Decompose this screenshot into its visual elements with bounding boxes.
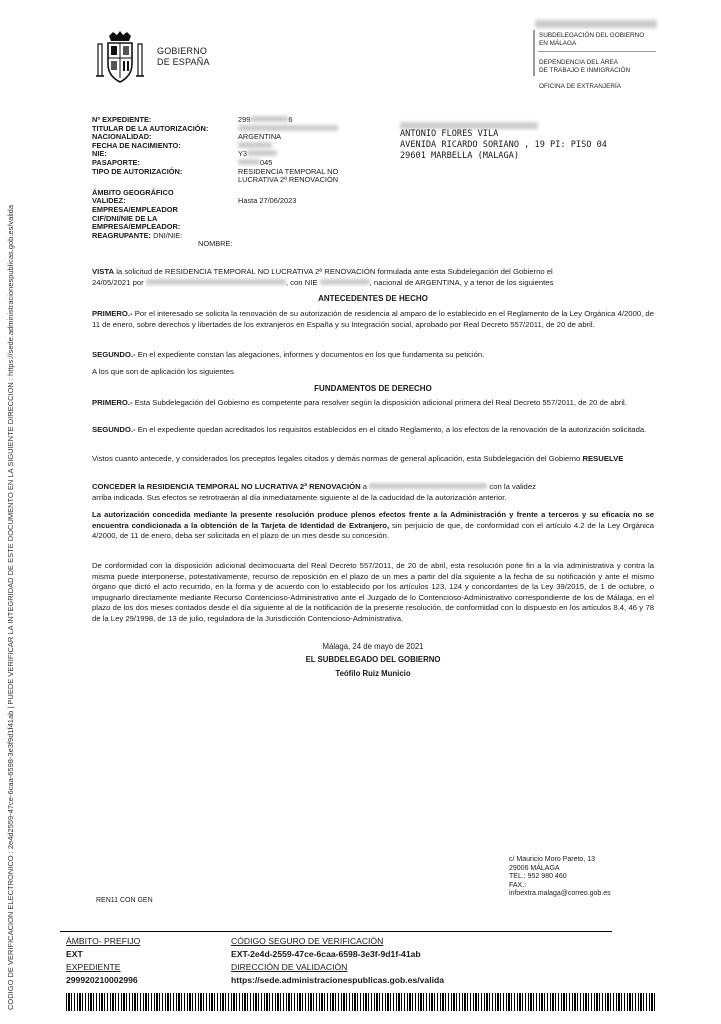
label-titular: TITULAR DE LA AUTORIZACIÓN: [92, 123, 209, 133]
value-nacionalidad: ARGENTINA [238, 132, 282, 142]
primero-label: PRIMERO.- [92, 309, 133, 318]
resuelve-bold: RESUELVE [582, 454, 624, 463]
vista-text: la solicitud de RESIDENCIA TEMPORAL NO LUCRATIVA 2ª RENOVACIÓN formulada ante esta Subdelegación del Gobierno el [114, 267, 553, 276]
fecha-firma: Málaga, 24 de mayo de 2021 [322, 642, 424, 651]
label-reagrupante: REAGRUPANTE: [92, 230, 151, 240]
value-expediente: 299 [238, 115, 251, 124]
barcode [66, 993, 656, 1011]
value-tipo-2: LUCRATIVA 2ª RENOVACIÓN [238, 175, 339, 185]
cargo-firmante: EL SUBDELEGADO DEL GOBIERNO [305, 655, 441, 664]
contact-email: infoextra.malaga@correo.gob.es [509, 890, 611, 898]
footer-expediente-value: 299920210002996 [66, 975, 138, 985]
vertical-verification-text: CODIGO DE VERIFICACION ELECTRONICO : 2e4d2559-47ce-6caa-6598-3e3f9d1f41ab | PUEDE VERIFICAR LA INTEGRIDAD DE ESTE DOCUMENTO EN LA SIGUIENTE DIRECCION : https://sede.administracionespublicas.gob.es/valida [6, 204, 15, 1010]
fundamentos-heading: FUNDAMENTOS DE DERECHO [314, 384, 432, 393]
subdelegacion-line1: SUBDELEGACIÓN DEL GOBIERNO [539, 32, 645, 39]
redacted-stamp [535, 15, 657, 25]
value-nie: Y3 [238, 149, 248, 159]
contact-fax: FAX.: [509, 881, 527, 889]
nombre-firmante: Teófilo Ruiz Municio [335, 669, 411, 678]
label-expediente: Nº EXPEDIENTE: [92, 115, 152, 124]
tarjeta-bold: La autorización concedida mediante la presente resolución produce plenos efectos frente a la Administración y frente a terceros y su eficacia no se encuentra condicionada a la obtención de la Tarjeta de Identidad de Extranjero, [92, 510, 654, 530]
value-validez: Hasta 27/06/2023 [238, 196, 297, 206]
vista-bold: VISTA [92, 267, 115, 276]
address-city: 29601 MARBELLA (MALAGA) [400, 151, 519, 161]
conceder-bold: CONCEDER la RESIDENCIA TEMPORAL NO LUCRATIVA 2ª RENOVACIÓN [92, 482, 361, 491]
dependencia-line1: DEPENDENCIA DEL ÁREA [539, 59, 618, 66]
footer-dir-label: DIRECCIÓN DE VALIDACIÓN [231, 962, 348, 972]
label-cif-1: CIF/DNI/NIE DE LA [92, 213, 158, 223]
f-primero-label: PRIMERO.- [92, 398, 133, 407]
aplicacion-text: A los que son de aplicación los siguientes [92, 367, 234, 376]
value-tipo-1: RESIDENCIA TEMPORAL NO [238, 166, 339, 176]
value-pasaporte: 045 [260, 157, 273, 167]
label-cif-2: EMPRESA/EMPLEADOR: [92, 222, 181, 232]
label-nacionalidad: NACIONALIDAD: [92, 132, 152, 142]
label-nombre: NOMBRE: [198, 239, 233, 249]
f-segundo-label: SEGUNDO.- [92, 425, 136, 434]
label-empresa: EMPRESA/EMPLEADOR [92, 204, 178, 214]
label-pasaporte: PASAPORTE: [92, 157, 140, 167]
footer-csv-value: EXT-2e4d-2559-47ce-6caa-6598-3e3f-9d1f-41ab [231, 949, 421, 959]
address-name: ANTONIO FLORES VILA [400, 129, 499, 139]
footer-csv-label: CÓDIGO SEGURO DE VERIFICACIÓN [231, 936, 384, 946]
address-street: AVENIDA RICARDO SORIANO , 19 PI: PISO 04 [400, 140, 607, 150]
footer-ambito-label: ÁMBITO- PREFIJO [66, 936, 141, 946]
footer-expediente-label: EXPEDIENTE [66, 962, 121, 972]
segundo-label: SEGUNDO.- [92, 350, 136, 359]
vistos-text: Vistos cuanto antecede, y considerados los preceptos legales citados y demás normas de general aplicación, esta Subdelegación del Gobierno [92, 454, 583, 463]
ren-code: REN11 CON GEN [96, 897, 153, 904]
coat-of-arms-icon [95, 30, 145, 86]
footer-ambito-value: EXT [66, 949, 83, 959]
label-validez: VALIDEZ: [92, 196, 126, 206]
gobierno-line2: DE ESPAÑA [157, 57, 210, 67]
label-nie: NIE: [92, 149, 107, 159]
label-tipo: TIPO DE AUTORIZACIÓN: [92, 166, 183, 176]
gobierno-line1: GOBIERNO [157, 46, 208, 56]
contact-city: 29006 MÁLAGA [509, 864, 560, 872]
contact-street: c/ Mauricio Moro Pareto, 13 [509, 856, 595, 863]
label-fecha-nacimiento: FECHA DE NACIMIENTO: [92, 140, 181, 150]
oficina-extranjeria: OFICINA DE EXTRANJERÍA [539, 83, 622, 90]
footer-dir-value[interactable]: https://sede.administracionespublicas.gob.es/valida [231, 975, 444, 985]
contact-tel: TEL.: 952 980 460 [509, 873, 567, 881]
label-ambito: ÁMBITO GEOGRÁFICO [92, 187, 174, 197]
dependencia-line2: DE TRABAJO E INMIGRACIÓN [539, 67, 631, 74]
antecedentes-heading: ANTECEDENTES DE HECHO [318, 294, 428, 303]
label-dni: DNI/NIE: [153, 230, 183, 240]
subdelegacion-line2: EN MÁLAGA [539, 40, 577, 47]
recurso-text: De conformidad con la disposición adicional decimocuarta del Real Decreto 557/2011, de 20 de abril, esta resolución pone fin a la vía administrativa y contra la misma puede interponerse, potestativamente, recurso de reposición en el plazo de un mes a partir del día siguiente a la fecha de su notificación y ante el mismo órgano que dictó el acto recurrido, en la forma y de acuerdo con lo establecido por los artículos 123, 124 y concordantes de la Ley 39/2015, de 1 de octubre, o impugnarlo directamente mediante Recurso Contencioso-Administrativo ante el Juzgado de lo Contencioso-Administrativo correspondiente de los de Málaga, en el plazo de los dos meses contados desde el día siguiente al de la notificación de la presente resolución, de conformidad con lo dispuesto en los artículos 8.4, 46 y 78 de la Ley 29/1998, de 13 de julio, reguladora de la Jurisdicción Contencioso-Administrativa. [92, 561, 654, 623]
conceder-text: arriba indicada. Sus efectos se retrotraerán al día inmediatamente siguiente al de la caducidad de la autorización anterior. [92, 492, 507, 502]
